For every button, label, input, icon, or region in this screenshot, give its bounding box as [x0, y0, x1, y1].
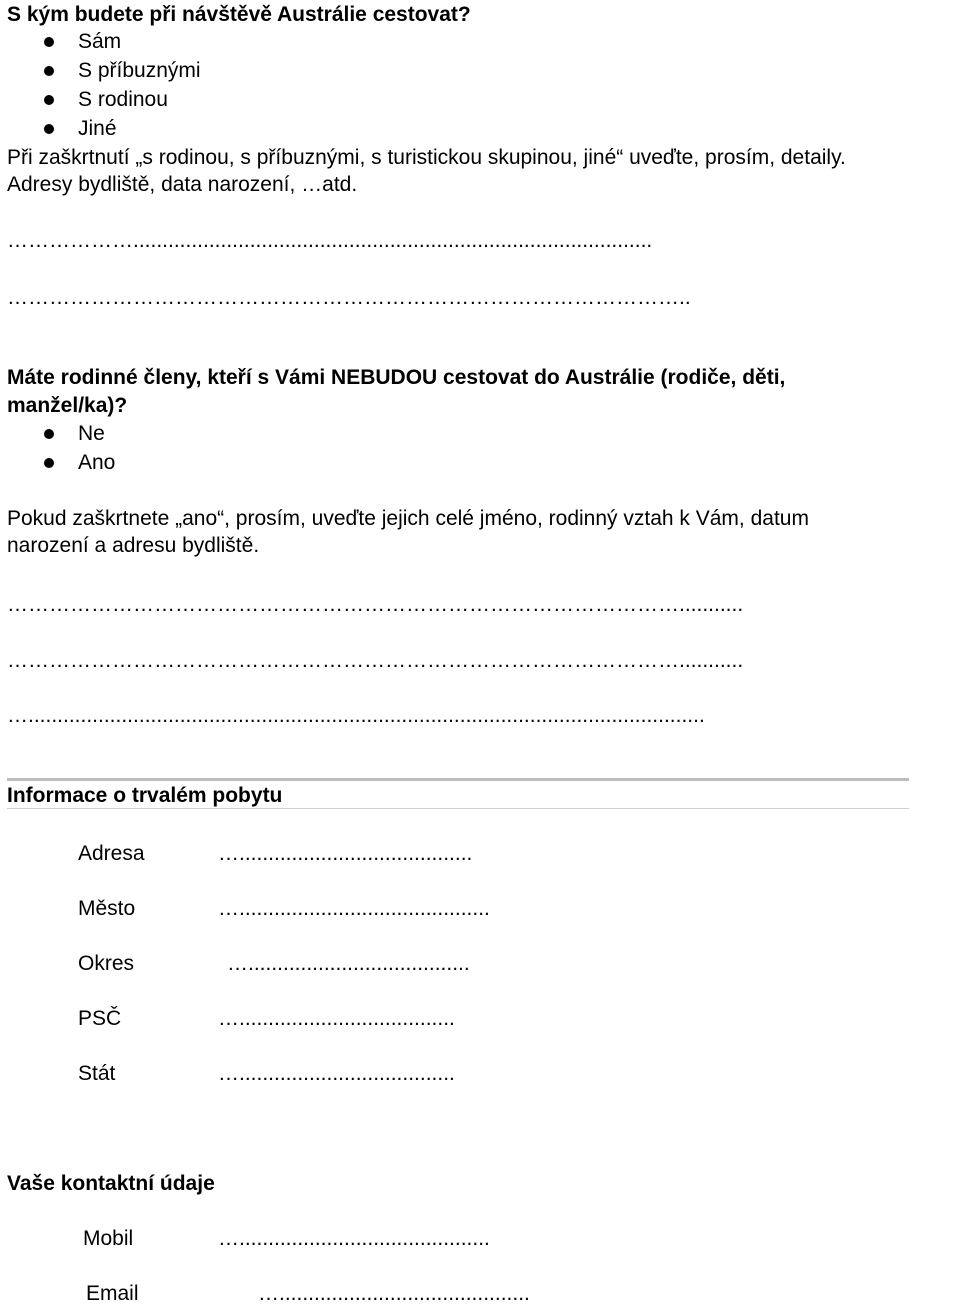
option-label: Ano: [78, 451, 116, 474]
family-not-travelling-question: Máte rodinné členy, kteří s Vámi NEBUDOU cestovat do Austrálie (rodiče, děti,: [7, 366, 786, 389]
bullet-icon: [44, 458, 54, 468]
email-label: Email: [86, 1282, 139, 1305]
option-label: Jiné: [78, 117, 117, 140]
district-label: Okres: [78, 952, 135, 975]
family-details-note: Pokud zaškrtnete „ano“, prosím, uveďte jejich celé jméno, rodinný vztah k Vám, datum: [7, 507, 809, 530]
postcode-label: PSČ: [78, 1007, 122, 1030]
residence-heading: Informace o trvalém pobytu: [7, 784, 283, 807]
country-label: Stát: [78, 1062, 116, 1085]
option-label: Ne: [78, 422, 105, 445]
mobile-field[interactable]: …...........................................: [218, 1227, 490, 1250]
city-field[interactable]: …...........................................: [218, 897, 490, 920]
section-divider: [7, 778, 909, 781]
family-fill-line-2[interactable]: ……………………………………………………………………………………...........: [7, 649, 744, 672]
bullet-icon: [44, 37, 54, 47]
family-details-note-cont: narození a adresu bydliště.: [7, 534, 260, 557]
postcode-field[interactable]: ….....................................: [218, 1007, 455, 1030]
mobile-label: Mobil: [83, 1227, 134, 1250]
address-field[interactable]: …........................................: [218, 842, 473, 865]
family-not-travelling-question-cont: manžel/ka)?: [7, 394, 128, 417]
option-label: S rodinou: [78, 88, 168, 111]
option-label: Sám: [78, 30, 122, 53]
details-fill-line-1[interactable]: ……………….........................................................................................: [7, 229, 653, 252]
details-note: Při zaškrtnutí „s rodinou, s příbuznými, s turistickou skupinou, jiné“ uveďte, prosím, detaily.: [7, 146, 846, 169]
email-field[interactable]: …...........................................: [258, 1282, 530, 1305]
heading-underline: [7, 808, 909, 809]
family-fill-line-1[interactable]: ……………………………………………………………………………………...........: [7, 593, 744, 616]
bullet-icon: [44, 124, 54, 134]
travel-companion-question: S kým budete při návštěvě Austrálie cestovat?: [7, 3, 471, 26]
bullet-icon: [44, 95, 54, 105]
family-fill-line-3[interactable]: …....................................................................................................................: [7, 704, 705, 727]
bullet-icon: [44, 429, 54, 439]
city-label: Město: [78, 897, 136, 920]
contact-heading: Vaše kontaktní údaje: [7, 1172, 215, 1195]
details-fill-line-2[interactable]: ……………………………………………………………………………………..: [7, 286, 691, 309]
bullet-icon: [44, 66, 54, 76]
details-note-cont: Adresy bydliště, data narození, …atd.: [7, 173, 358, 196]
district-field[interactable]: …......................................: [227, 952, 470, 975]
country-field[interactable]: ….....................................: [218, 1062, 455, 1085]
option-label: S příbuznými: [78, 59, 201, 82]
address-label: Adresa: [78, 842, 145, 865]
